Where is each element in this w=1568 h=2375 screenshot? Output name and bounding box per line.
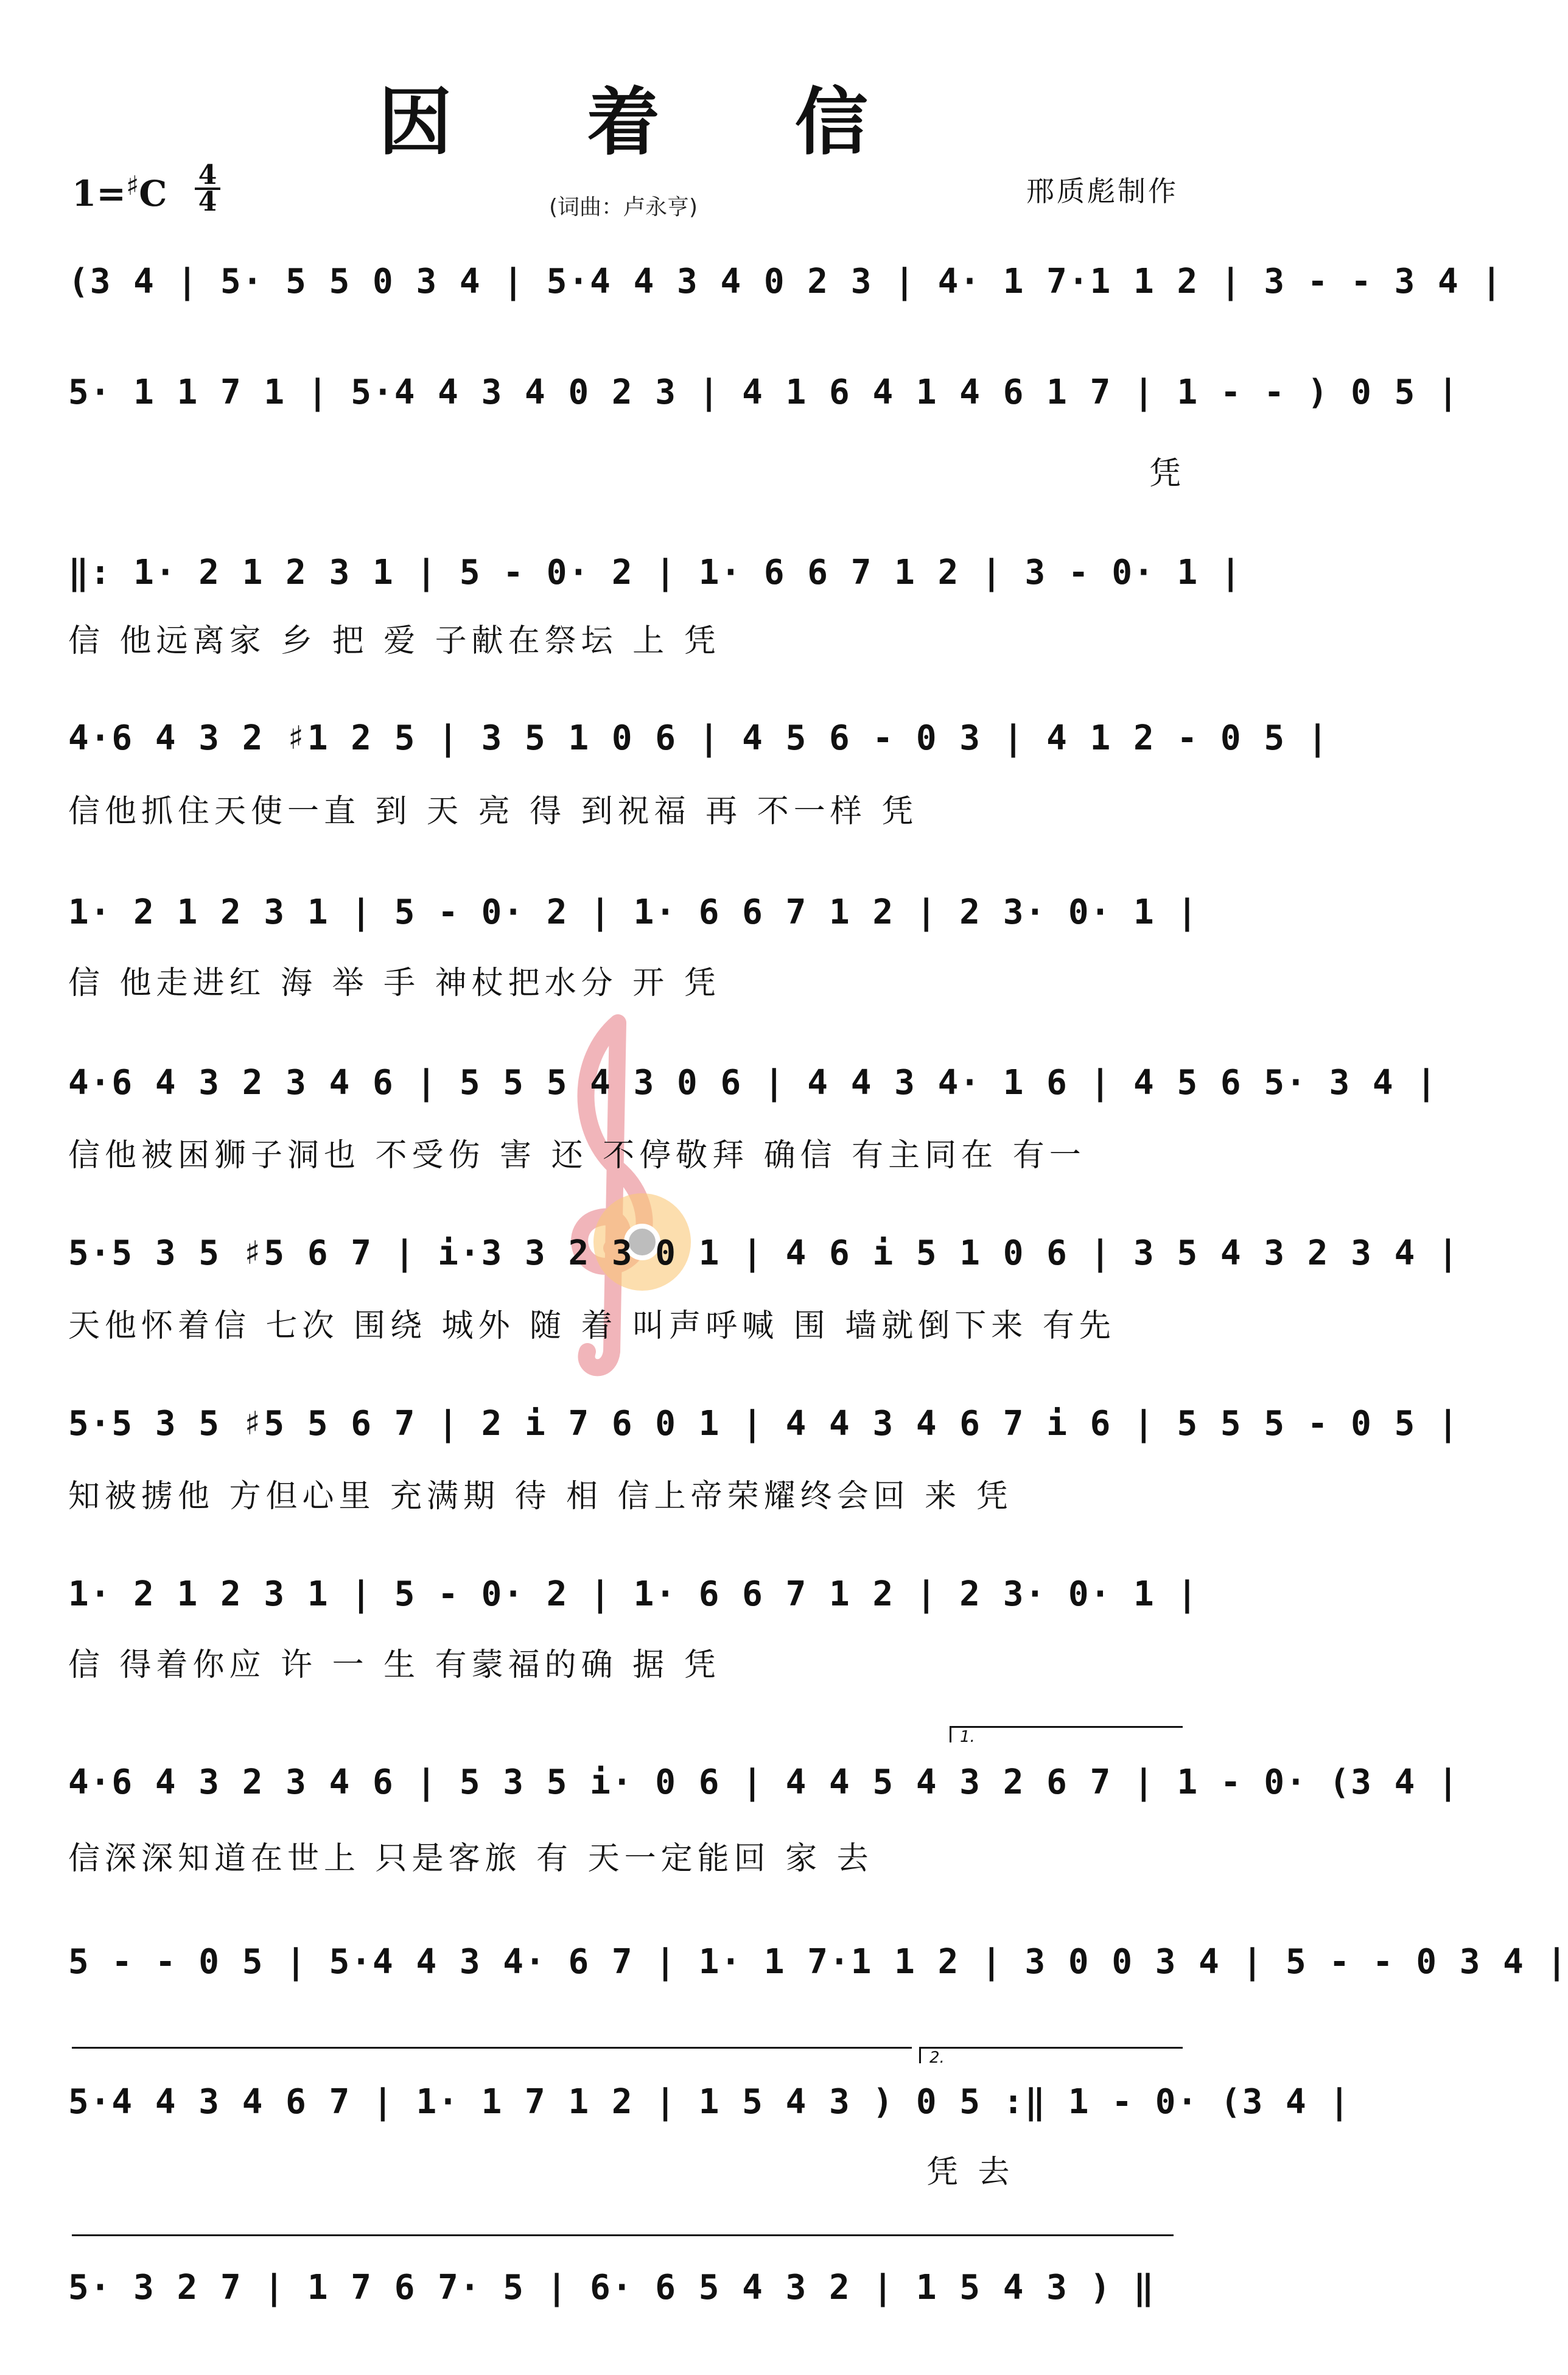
score-line-8-notes: 5·5 3 5 ♯5 5 6 7 | 2 i 7 6 0 1 | 4 4 3 4 6 7 i 6 | 5 5 5 - 0 5 | (68, 1404, 1460, 1444)
credits: (词曲：卢永亨) (548, 195, 698, 220)
score-line-9-lyrics: 信 得着你应 许 一 生 有蒙福的确 据 凭 (68, 1647, 721, 1683)
score-line-7-lyrics: 天他怀着信 七次 围绕 城外 随 着 叫声呼喊 围 墙就倒下来 有先 (68, 1308, 1116, 1344)
score-line-1-notes: (3 4 | 5· 5 5 0 3 4 | 5·4 4 3 4 0 2 3 | 4· 1 7·1 1 2 | 3 - - 3 4 | (68, 262, 1503, 301)
score-line-10-lyrics: 信深深知道在世上 只是客旅 有 天一定能回 家 去 (68, 1840, 873, 1877)
volta-2-label: 2. (929, 2049, 945, 2067)
score-line-5-lyrics: 信 他走进红 海 举 手 神杖把水分 开 凭 (68, 965, 721, 1002)
maker-credit: 邢质彪制作 (1026, 175, 1178, 208)
score-line-7-notes: 5·5 3 5 ♯5 6 7 | i·3 3 2 3 0 1 | 4 6 i 5 1 0 6 | 3 5 4 3 2 3 4 | (68, 1233, 1460, 1273)
volta-1-bracket (950, 1726, 1183, 1746)
volta-1-label: 1. (960, 1728, 975, 1746)
score-line-9-notes: 1· 2 1 2 3 1 | 5 - 0· 2 | 1· 6 6 7 1 2 | 2 3· 0· 1 | (68, 1574, 1199, 1614)
volta-1-continuation-line (72, 2047, 912, 2049)
volta-2-continuation-line (72, 2234, 1174, 2236)
page-title: 因 着 信 (379, 80, 923, 165)
score-line-8-lyrics: 知被掳他 方但心里 充满期 待 相 信上帝荣耀终会回 来 凭 (68, 1478, 1013, 1515)
score-line-11-notes: 5 - - 0 5 | 5·4 4 3 4· 6 7 | 1· 1 7·1 1 2 | 3 0 0 3 4 | 5 - - 0 3 4 | (68, 1942, 1568, 1982)
score-line-13-notes: 5· 3 2 7 | 1 7 6 7· 5 | 6· 6 5 4 3 2 | 1 5 4 3 ) ‖ (68, 2268, 1155, 2307)
time-top: 4 (198, 160, 217, 191)
score-line-10-notes: 4·6 4 3 2 3 4 6 | 5 3 5 i· 0 6 | 4 4 5 4 3 2 6 7 | 1 - 0· (3 4 | (68, 1763, 1460, 1802)
score-line-3-lyrics: 信 他远离家 乡 把 爱 子献在祭坛 上 凭 (68, 623, 721, 659)
volta-2-bracket (919, 2047, 1183, 2067)
key-label: 1= (72, 173, 126, 214)
score-line-6-lyrics: 信他被困狮子洞也 不受伤 害 还 不停敬拜 确信 有主同在 有一 (68, 1137, 1086, 1174)
score-line-5-notes: 1· 2 1 2 3 1 | 5 - 0· 2 | 1· 6 6 7 1 2 | 2 3· 0· 1 | (68, 893, 1199, 932)
score-line-12-notes: 5·4 4 3 4 6 7 | 1· 1 7 1 2 | 1 5 4 3 ) 0 5 :‖ 1 - 0· (3 4 | (68, 2082, 1351, 2122)
key-note: C (139, 173, 167, 214)
score-line-4-lyrics: 信他抓住天使一直 到 天 亮 得 到祝福 再 不一样 凭 (68, 793, 919, 830)
score-line-12-lyrics: 凭 去 (926, 2154, 1015, 2191)
score-line-3-notes: ‖: 1· 2 1 2 3 1 | 5 - 0· 2 | 1· 6 6 7 1 2 | 3 - 0· 1 | (68, 553, 1242, 592)
score-line-4-notes: 4·6 4 3 2 ♯1 2 5 | 3 5 1 0 6 | 4 5 6 - 0 3 | 4 1 2 - 0 5 | (68, 718, 1329, 758)
score-line-6-notes: 4·6 4 3 2 3 4 6 | 5 5 5 4 3 0 6 | 4 4 3 4· 1 6 | 4 5 6 5· 3 4 | (68, 1063, 1438, 1103)
score-line-2-lyrics: 凭 (1149, 455, 1186, 492)
time-bottom: 4 (198, 186, 217, 217)
score-line-2-notes: 5· 1 1 7 1 | 5·4 4 3 4 0 2 3 | 4 1 6 4 1 4 6 1 7 | 1 - - ) 0 5 | (68, 373, 1460, 412)
sharp-sign: ♯ (125, 170, 139, 202)
